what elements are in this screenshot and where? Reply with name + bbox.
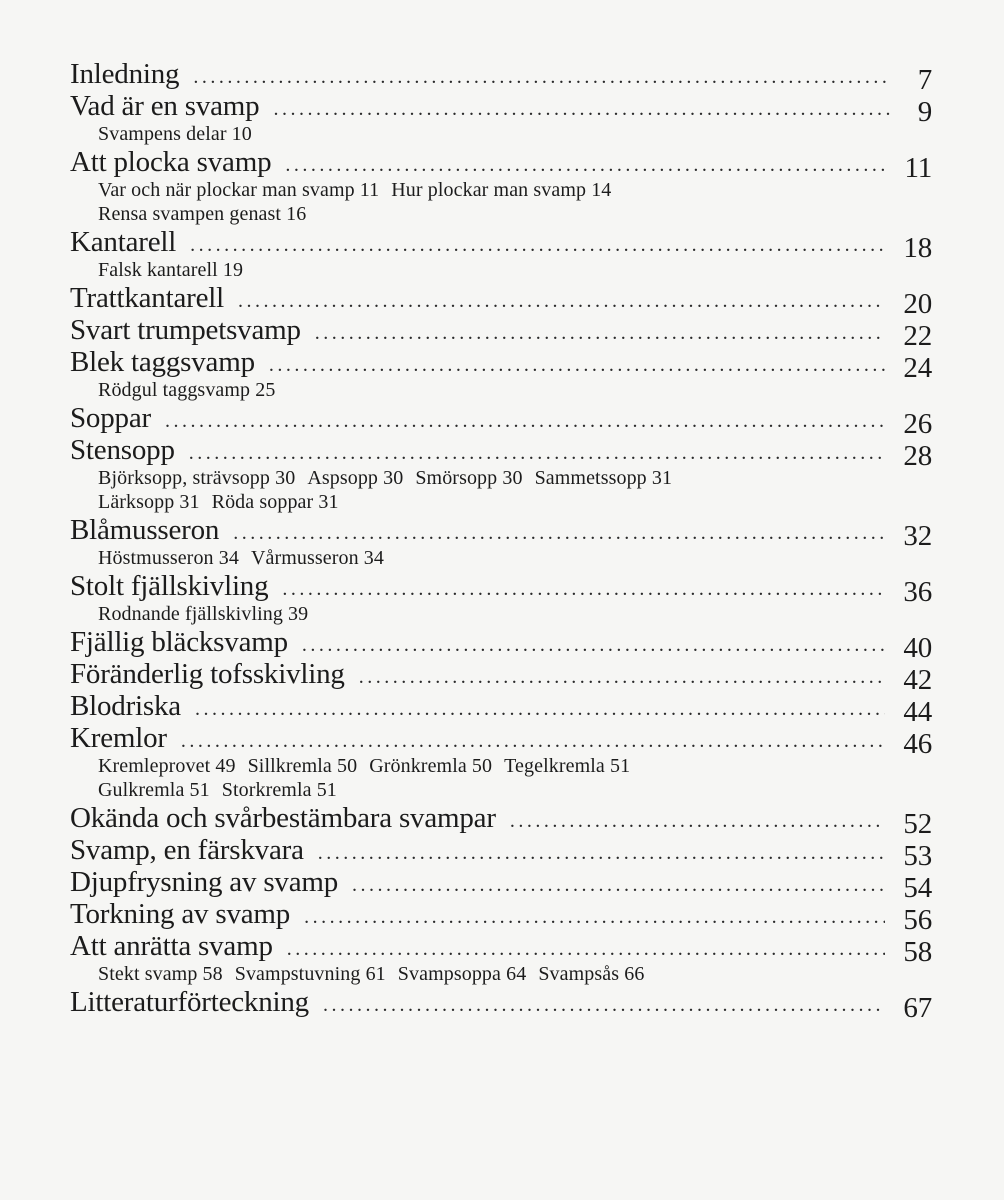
toc-entry-page-number: 24 — [903, 352, 932, 384]
dot-leader — [352, 869, 885, 901]
toc-entry-title: Soppar — [70, 402, 151, 434]
toc-subentry: Gulkremla 51 — [98, 779, 210, 801]
toc-subentry: Stekt svamp 58 — [98, 963, 223, 985]
toc-entry — [70, 722, 932, 760]
dot-leader — [510, 805, 886, 837]
dot-leader — [318, 837, 886, 869]
dot-leader — [302, 629, 885, 661]
toc-entry — [70, 690, 932, 728]
toc-entry-title: Svamp, en färskvara — [70, 834, 304, 866]
toc-entry — [70, 626, 932, 664]
toc-subentries — [70, 258, 932, 282]
toc-entry-title: Okända och svårbestämbara svampar — [70, 802, 496, 834]
dot-leader — [304, 901, 885, 933]
toc-entry — [70, 314, 932, 352]
toc-entry-page-number: 56 — [903, 904, 932, 936]
dot-leader — [193, 61, 889, 93]
toc-subentry-line — [98, 258, 932, 282]
toc-entry — [70, 282, 932, 320]
toc-entry-title: Föränderlig tofsskivling — [70, 658, 345, 690]
toc-entry-page-number: 18 — [903, 232, 932, 264]
toc-subentry: Svampstuvning 61 — [234, 963, 386, 985]
toc-entry-title: Kremlor — [70, 722, 167, 754]
toc-subentry: Tegelkremla 51 — [504, 755, 631, 777]
toc-subentry: Höstmusseron 34 — [98, 547, 239, 569]
toc-subentries — [70, 602, 932, 626]
toc-subentry: Falsk kantarell 19 — [98, 259, 244, 281]
dot-leader — [273, 93, 892, 125]
toc-subentry: Aspsopp 30 — [307, 467, 404, 489]
toc-entry-title: Kantarell — [70, 226, 177, 258]
dot-leader — [233, 517, 885, 549]
toc-subentries — [70, 754, 932, 802]
dot-leader — [282, 573, 885, 605]
toc-entry-page-number: 36 — [903, 576, 932, 608]
toc-subentry: Sillkremla 50 — [247, 755, 358, 777]
toc-subentry: Storkremla 51 — [221, 779, 337, 801]
toc-subentries — [70, 178, 932, 226]
toc-subentry: Svampens delar 10 — [98, 123, 252, 145]
toc-entry-page-number: 53 — [903, 840, 932, 872]
toc-entry-page-number: 54 — [903, 872, 932, 904]
toc-subentry: Kremleprovet 49 — [98, 755, 236, 777]
table-of-contents — [70, 58, 932, 1024]
toc-entry-page-number: 58 — [903, 936, 932, 968]
toc-entry — [70, 802, 932, 840]
toc-subentries — [70, 122, 932, 146]
toc-subentry-line — [98, 962, 932, 986]
toc-entry — [70, 570, 932, 608]
toc-entry-page-number: 9 — [917, 96, 932, 128]
toc-subentry-line — [98, 466, 932, 490]
toc-entry-page-number: 42 — [903, 664, 932, 696]
dot-leader — [165, 405, 885, 437]
toc-subentry: Lärksopp 31 — [98, 491, 200, 513]
toc-entry-title: Trattkantarell — [70, 282, 224, 314]
dot-leader — [287, 933, 886, 965]
dot-leader — [269, 349, 886, 381]
toc-entry-title: Svart trumpetsvamp — [70, 314, 301, 346]
toc-entry — [70, 146, 932, 184]
toc-entry — [70, 834, 932, 872]
toc-entry-page-number: 20 — [903, 288, 932, 320]
toc-subentry-line — [98, 778, 932, 802]
toc-entry — [70, 514, 932, 552]
toc-subentry-line — [98, 754, 932, 778]
dot-leader — [181, 725, 886, 757]
toc-subentry: Rodnande fjällskivling 39 — [98, 603, 309, 625]
dot-leader — [315, 317, 886, 349]
dot-leader — [285, 149, 886, 181]
toc-entry — [70, 58, 932, 96]
toc-subentry: Hur plockar man svamp 14 — [391, 179, 612, 201]
toc-entry-title: Att anrätta svamp — [70, 930, 273, 962]
dot-leader — [195, 693, 885, 725]
toc-entry-title: Stensopp — [70, 434, 175, 466]
toc-subentry: Grönkremla 50 — [369, 755, 493, 777]
toc-entry — [70, 346, 932, 384]
toc-entry-title: Torkning av svamp — [70, 898, 291, 930]
toc-entry — [70, 986, 932, 1024]
toc-entry-page-number: 46 — [903, 728, 932, 760]
dot-leader — [190, 229, 885, 261]
toc-subentry: Svampsoppa 64 — [397, 963, 527, 985]
toc-subentry: Rensa svampen genast 16 — [98, 203, 307, 225]
toc-entry-page-number: 32 — [903, 520, 932, 552]
toc-entry — [70, 434, 932, 472]
toc-entry — [70, 866, 932, 904]
toc-entry-page-number: 7 — [917, 64, 932, 96]
toc-entry — [70, 226, 932, 264]
toc-entry-title: Att plocka svamp — [70, 146, 272, 178]
toc-subentries — [70, 378, 932, 402]
toc-entry — [70, 90, 932, 128]
toc-entry — [70, 402, 932, 440]
toc-subentries — [70, 466, 932, 514]
toc-entry-title: Djupfrysning av svamp — [70, 866, 339, 898]
toc-subentry: Svampsås 66 — [538, 963, 645, 985]
toc-entry — [70, 930, 932, 968]
toc-entry-title: Vad är en svamp — [70, 90, 260, 122]
toc-entry — [70, 898, 932, 936]
toc-entry-title: Fjällig bläcksvamp — [70, 626, 288, 658]
toc-subentries — [70, 962, 932, 986]
toc-subentry-line — [98, 490, 932, 514]
dot-leader — [189, 437, 886, 469]
toc-subentry: Björksopp, strävsopp 30 — [98, 467, 296, 489]
toc-entry-title: Blek taggsvamp — [70, 346, 255, 378]
toc-entry-page-number: 28 — [903, 440, 932, 472]
dot-leader — [359, 661, 886, 693]
toc-subentry: Vårmusseron 34 — [250, 547, 384, 569]
toc-entry-page-number: 40 — [903, 632, 932, 664]
toc-entry-title: Blåmusseron — [70, 514, 220, 546]
toc-entry-page-number: 44 — [903, 696, 932, 728]
toc-entry-title: Blodriska — [70, 690, 181, 722]
toc-subentry: Var och när plockar man svamp 11 — [98, 179, 380, 201]
toc-subentry: Sammetssopp 31 — [534, 467, 673, 489]
toc-subentry-line — [98, 546, 932, 570]
toc-subentry: Smörsopp 30 — [415, 467, 523, 489]
toc-subentries — [70, 546, 932, 570]
toc-subentry-line — [98, 378, 932, 402]
toc-entry-page-number: 52 — [903, 808, 932, 840]
toc-entry-title: Litteraturförteckning — [70, 986, 309, 1018]
toc-entry-page-number: 11 — [904, 152, 932, 184]
toc-subentry: Röda soppar 31 — [211, 491, 339, 513]
toc-entry-page-number: 26 — [903, 408, 932, 440]
toc-subentry: Rödgul taggsvamp 25 — [98, 379, 276, 401]
toc-subentry-line — [98, 602, 932, 626]
toc-entry-page-number: 67 — [903, 992, 932, 1024]
dot-leader — [238, 285, 885, 317]
toc-entry-page-number: 22 — [903, 320, 932, 352]
toc-entry-title: Stolt fjällskivling — [70, 570, 269, 602]
toc-entry — [70, 658, 932, 696]
toc-subentry-line — [98, 178, 932, 202]
dot-leader — [323, 989, 885, 1021]
toc-entry-title: Inledning — [70, 58, 180, 90]
toc-subentry-line — [98, 202, 932, 226]
toc-subentry-line — [98, 122, 932, 146]
